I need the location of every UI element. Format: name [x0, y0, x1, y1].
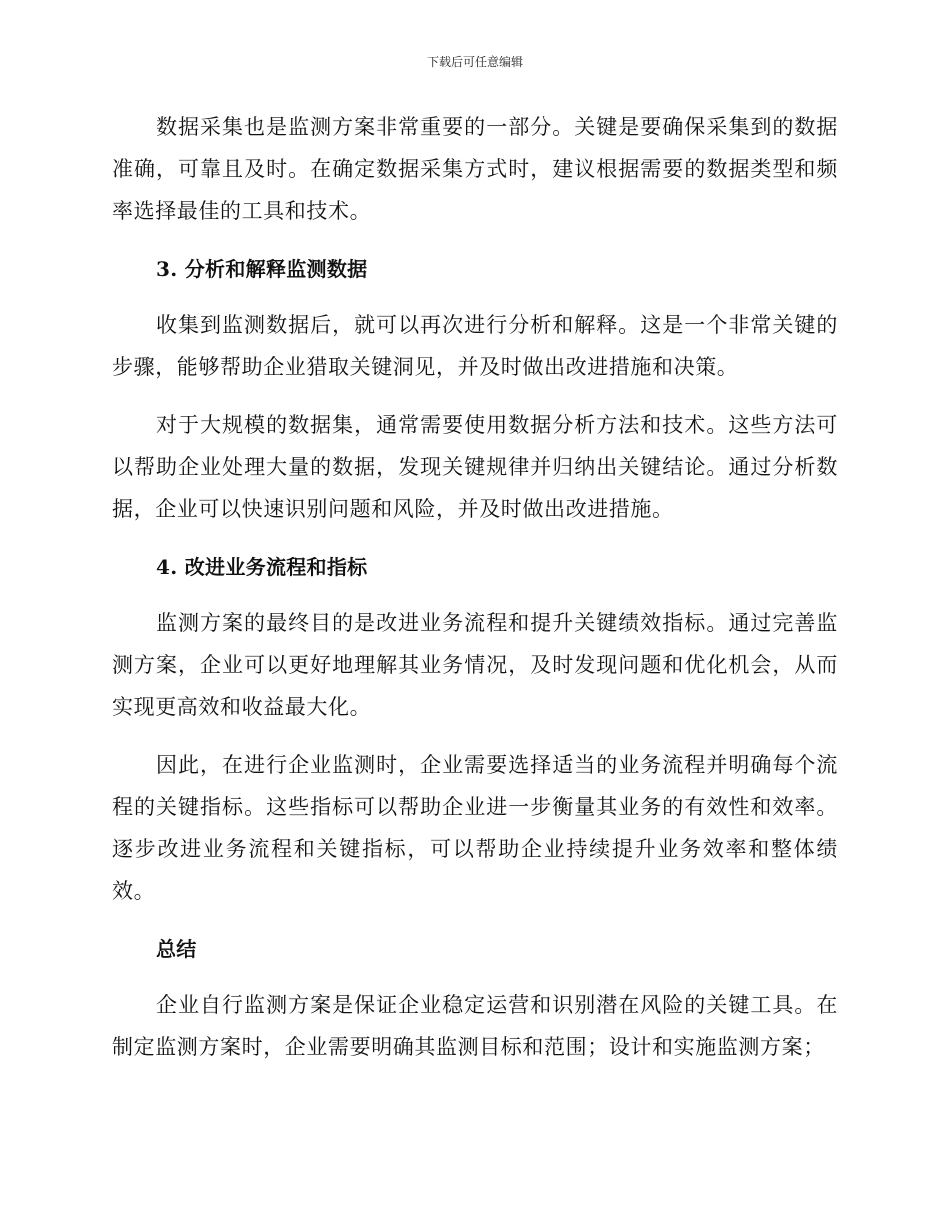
paragraph-analysis-intro: 收集到监测数据后，就可以再次进行分析和解释。这是一个非常关键的步骤，能够帮助企业猎取关键洞见，并及时做出改进措施和决策。 [112, 313, 838, 379]
paragraph-improve-process: 因此，在进行企业监测时，企业需要选择适当的业务流程并明确每个流程的关键指标。这些指标可以帮助企业进一步衡量其业务的有效性和效率。逐步改进业务流程和关键指标，可以帮助企业持续提升业务效率和整体绩效。 [112, 753, 838, 903]
document-body [112, 106, 838, 1084]
paragraph-data-collection: 数据采集也是监测方案非常重要的一部分。关键是要确保采集到的数据准确，可靠且及时。在确定数据采集方式时，建议根据需要的数据类型和频率选择最佳的工具和技术。 [112, 115, 838, 223]
section-heading-analysis: 3. 分析和解释监测数据 [156, 257, 368, 281]
paragraph-summary: 企业自行监测方案是保证企业稳定运营和识别潜在风险的关键工具。在制定监测方案时，企业需要明确其监测目标和范围；设计和实施监测方案； [112, 993, 838, 1059]
page-header: 下载后可任意编辑 [426, 55, 523, 69]
paragraph-improve-goal: 监测方案的最终目的是改进业务流程和提升关键绩效指标。通过完善监测方案，企业可以更好地理解其业务情况，及时发现问题和优化机会，从而实现更高效和收益最大化。 [112, 611, 838, 719]
paragraph-large-datasets: 对于大规模的数据集，通常需要使用数据分析方法和技术。这些方法可以帮助企业处理大量的数据，发现关键规律并归纳出关键结论。通过分析数据，企业可以快速识别问题和风险，并及时做出改进措施。 [112, 413, 838, 521]
section-heading-improve: 4. 改进业务流程和指标 [156, 555, 368, 579]
section-heading-summary: 总结 [156, 937, 197, 961]
